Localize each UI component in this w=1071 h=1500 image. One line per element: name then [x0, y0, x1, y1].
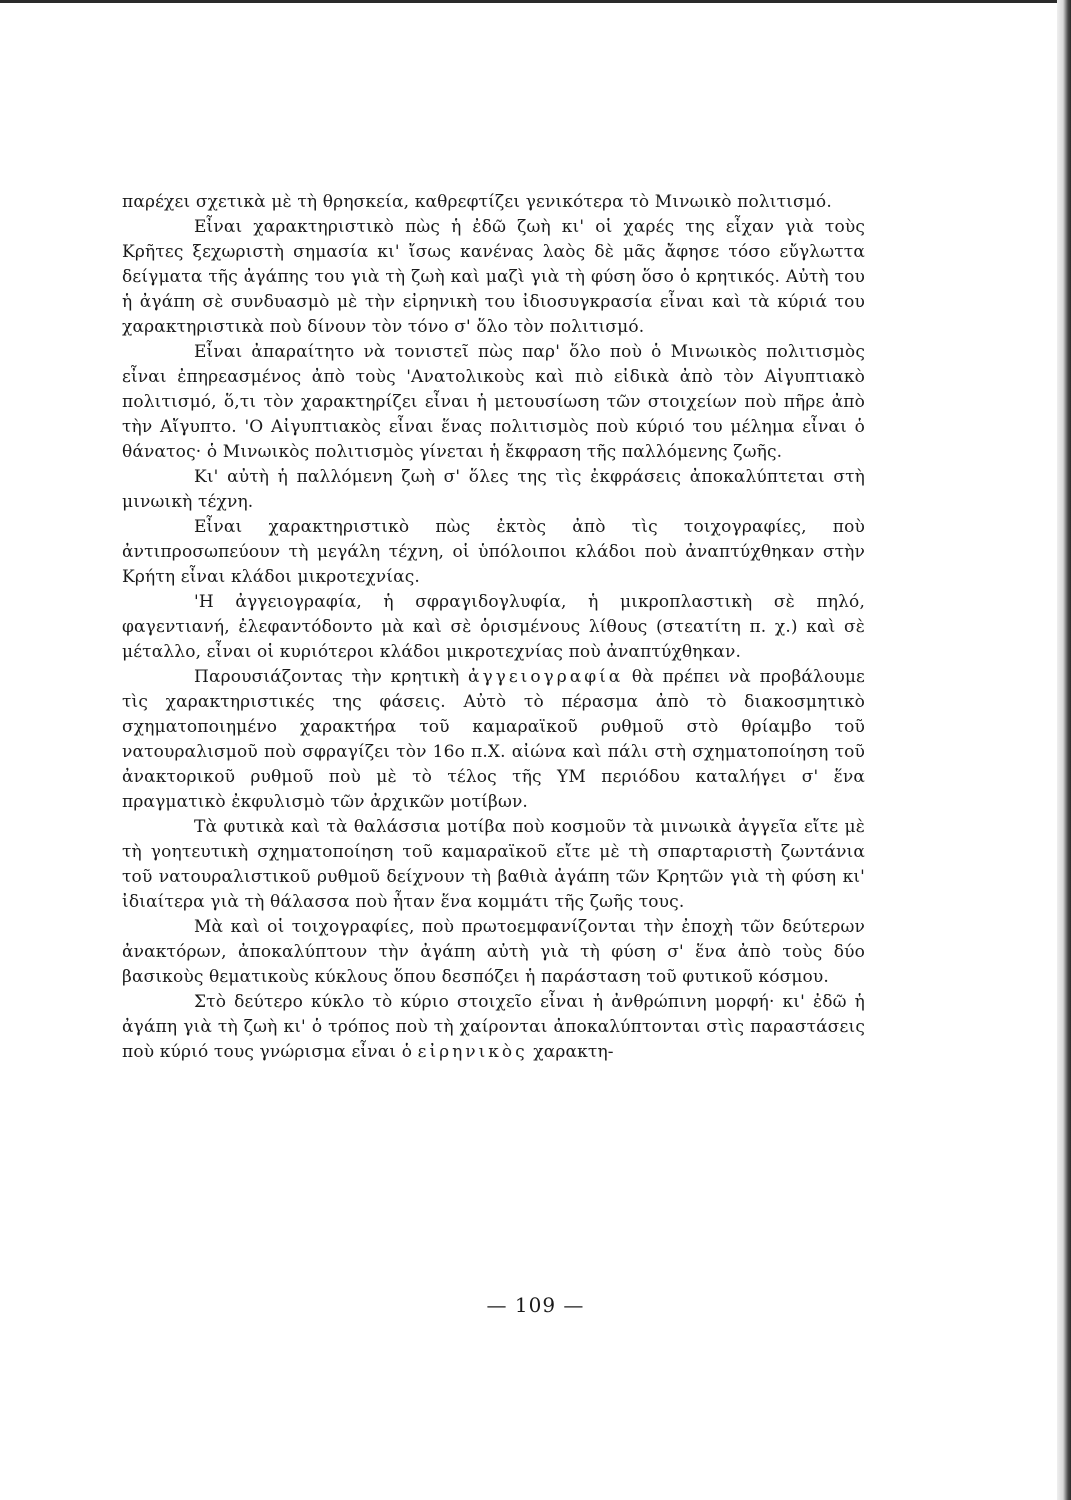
- paragraph-text: Παρουσιάζοντας τὴν κρητικὴ: [194, 667, 469, 687]
- paragraph: [122, 990, 865, 1065]
- paragraph: 'Η ἀγγειογραφία, ἡ σφραγιδογλυφία, ἡ μικροπλαστικὴ σὲ πηλό, φαγεντιανή, ἐλεφαντόδοντο μὰ καὶ σὲ ὁρισμένους λίθους (στεατίτη π. χ.) καὶ σὲ μέταλλο, εἶναι οἱ κυριότεροι κλάδοι μικροτεχνίας ποὺ ἀναπτύχθηκαν.: [122, 592, 865, 662]
- paragraph: παρέχει σχετικὰ μὲ τὴ θρησκεία, καθρεφτίζει γενικότερα τὸ Μινωικὸ πολιτισμό.: [122, 192, 832, 212]
- paragraph-text: χαρακτη-: [527, 1042, 614, 1062]
- paragraph-text: Στὸ δεύτερο κύκλο τὸ κύριο στοιχεῖο εἶναι ἡ ἀνθρώπινη μορφή· κι' ἐδῶ ἡ ἀγάπη γιὰ τὴ ζωὴ κι' ὁ τρόπος ποὺ τὴ χαίρονται ἀποκαλύπτονται στὶς παραστάσεις ποὺ κύριό τους γνώρισμα εἶναι ὁ: [122, 992, 865, 1062]
- page-number: — 109 —: [486, 1293, 585, 1317]
- spaced-term: εἰρηνικὸς: [417, 1042, 528, 1062]
- spaced-term: ἀγγειογραφία: [468, 667, 624, 687]
- paragraph: Εἶναι χαρακτηριστικὸ πὼς ἐκτὸς ἀπὸ τὶς τοιχογραφίες, ποὺ ἀντιπροσωπεύουν τὴ μεγάλη τέχνη, οἱ ὑπόλοιποι κλάδοι ποὺ ἀναπτύχθηκαν στὴν Κρήτη εἶναι κλάδοι μικροτεχνίας.: [122, 517, 865, 587]
- paragraph: Τὰ φυτικὰ καὶ τὰ θαλάσσια μοτίβα ποὺ κοσμοῦν τὰ μινωικὰ ἀγγεῖα εἴτε μὲ τὴ γοητευτικὴ σχηματοποίηση τοῦ καμαραϊκοῦ εἴτε μὲ τὴ σπαρταριστὴ ζωντάνια τοῦ νατουραλιστικοῦ ρυθμοῦ δείχνουν τὴ βαθιὰ ἀγάπη τῶν Κρητῶν γιὰ τὴ φύση κι' ἰδιαίτερα γιὰ τὴ θάλασσα ποὺ ἦταν ἕνα κομμάτι τῆς ζωῆς τους.: [122, 817, 865, 912]
- paragraph: Μὰ καὶ οἱ τοιχογραφίες, ποὺ πρωτοεμφανίζονται τὴν ἐποχὴ τῶν δεύτερων ἀνακτόρων, ἀποκαλύπτουν τὴν ἀγάπη αὐτὴ γιὰ τὴ φύση σ' ἕνα ἀπὸ τοὺς δύο βασικοὺς θεματικοὺς κύκλους ὅπου δεσπόζει ἡ παράσταση τοῦ φυτικοῦ κόσμου.: [122, 917, 865, 987]
- paragraph: [122, 665, 865, 815]
- scan-edge-right: [1057, 0, 1071, 1500]
- paragraph: Κι' αὐτὴ ἡ παλλόμενη ζωὴ σ' ὅλες της τὶς ἐκφράσεις ἀποκαλύπτεται στὴ μινωικὴ τέχνη.: [122, 467, 865, 512]
- paragraph-text: θὰ πρέπει νὰ προβάλουμε τὶς χαρακτηριστικές της φάσεις. Αὐτὸ τὸ πέρασμα ἀπὸ τὸ διακοσμητικὸ σχηματοποιημένο χαρακτήρα τοῦ καμαραϊκοῦ ρυθμοῦ στὸ θρίαμβο τοῦ νατουραλισμοῦ ποὺ σφραγίζει τὸν 16ο π.Χ. αἰώνα καὶ πάλι στὴ σχηματοποίηση τοῦ ἀνακτορικοῦ ρυθμοῦ ποὺ μὲ τὸ τέλος τῆς ΥΜ περιόδου καταλήγει σ' ἕνα πραγματικὸ ἐκφυλισμὸ τῶν ἀρχικῶν μοτίβων.: [122, 667, 865, 812]
- scan-edge-top: [0, 0, 1071, 3]
- paragraph: Εἶναι χαρακτηριστικὸ πὼς ἡ ἐδῶ ζωὴ κι' οἱ χαρές της εἶχαν γιὰ τοὺς Κρῆτες ξεχωριστὴ σημασία κι' ἴσως κανένας λαὸς δὲ μᾶς ἄφησε τόσο εὔγλωττα δείγματα τῆς ἀγάπης του γιὰ τὴ ζωὴ καὶ μαζὶ γιὰ τὴ φύση ὅσο ὁ κρητικός. Αὐτὴ του ἡ ἀγάπη σὲ συνδυασμὸ μὲ τὴν εἰρηνικὴ του ἰδιοσυγκρασία εἶναι καὶ τὰ κύριά του χαρακτηριστικὰ ποὺ δίνουν τὸν τόνο σ' ὅλο τὸν πολιτισμό.: [122, 217, 865, 337]
- paragraph: Εἶναι ἀπαραίτητο νὰ τονιστεῖ πὼς παρ' ὅλο ποὺ ὁ Μινωικὸς πολιτισμὸς εἶναι ἐπηρεασμένος ἀπὸ τοὺς 'Ανατολικοὺς καὶ πιὸ εἰδικὰ ἀπὸ τὸν Αἰγυπτιακὸ πολιτισμό, ὅ,τι τὸν χαρακτηρίζει εἶναι ἡ μετουσίωση τῶν στοιχείων ποὺ πῆρε ἀπὸ τὴν Αἴγυπτο. 'Ο Αἰγυπτιακὸς εἶναι ἕνας πολιτισμὸς ποὺ κύριό του μέλημα εἶναι ὁ θάνατος· ὁ Μινωικὸς πολιτισμὸς γίνεται ἡ ἔκφραση τῆς παλλόμενης ζωῆς.: [122, 342, 865, 462]
- page-body-text: [122, 190, 865, 1065]
